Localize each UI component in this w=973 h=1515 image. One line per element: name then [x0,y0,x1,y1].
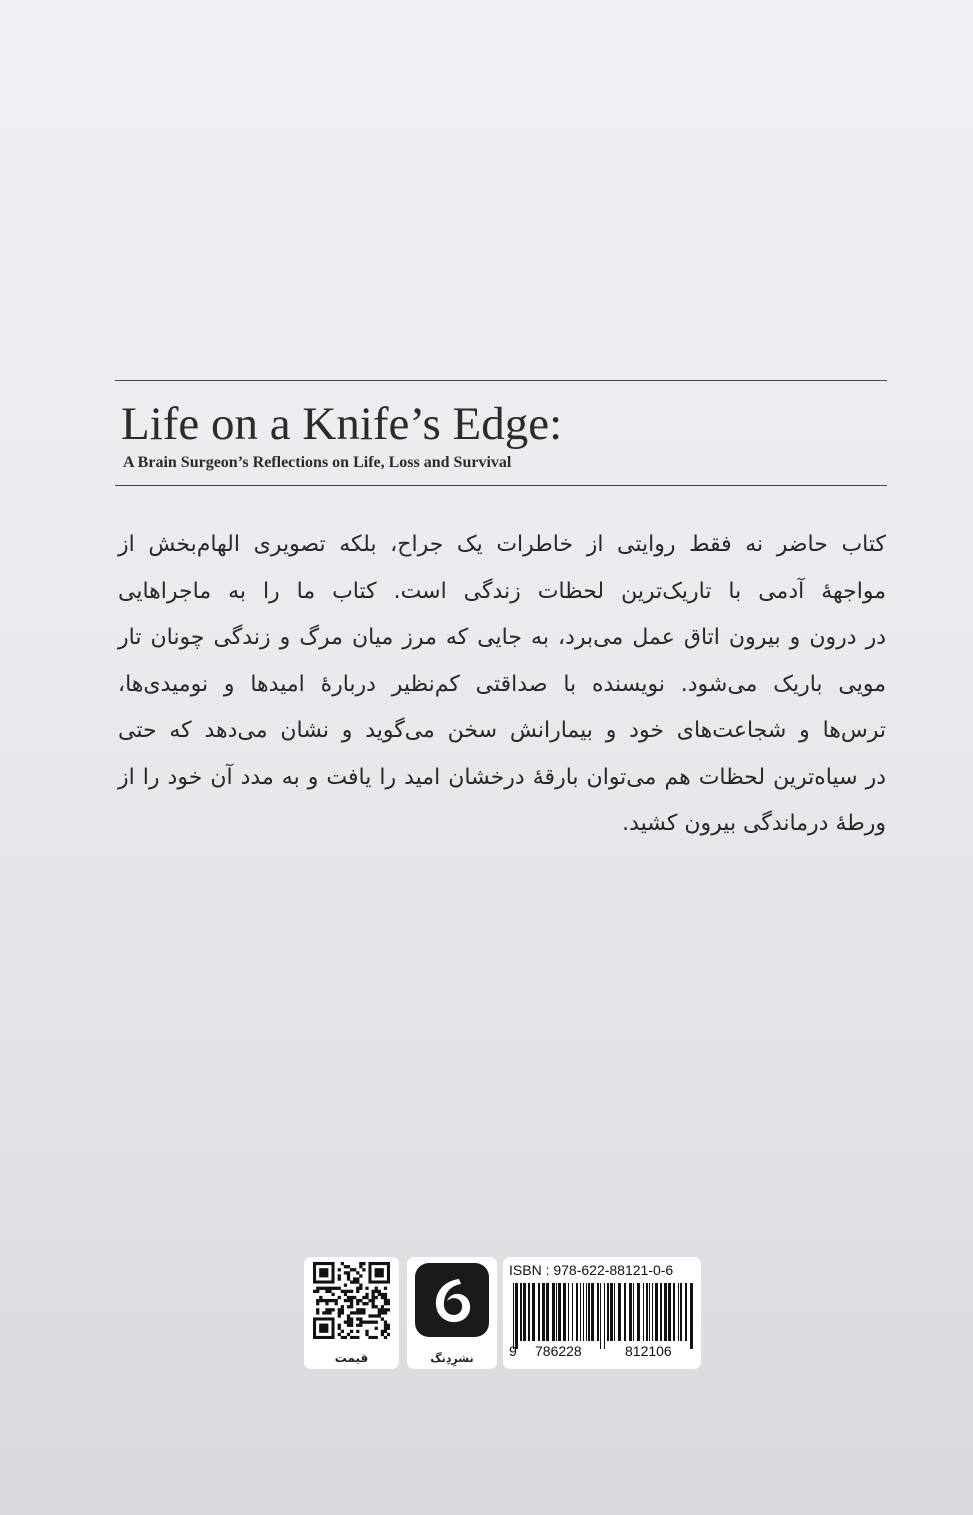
publisher-logo-icon [415,1263,489,1337]
blurb-line: در درون و بیرون اتاق عمل می‌برد، به جایی که مرز میان مرگ و زندگی چونان تار [118,625,886,650]
blurb-line: در سیاه‌ترین لحظات هم می‌توان بارقهٔ درخشان امید را یافت و به مدد آن خود را از [118,764,886,790]
isbn-label: ISBN : 978-622-88121-0-6 [509,1262,674,1278]
publisher-name: نشرِدِنگ [430,1352,474,1365]
blurb-line: مویی باریک می‌شود. نویسنده با صداقتی کم‌نظیر دربارهٔ امیدها و نومیدی‌ها، [118,671,886,697]
barcode-digit-lead: 9 [509,1343,517,1359]
rule-bottom [115,485,887,486]
book-subtitle: A Brain Surgeon’s Reflections on Life, Loss and Survival [123,454,512,471]
blurb-line: ترس‌ها و شجاعت‌های خود و بیمارانش سخن می‌گوید و نشان می‌دهد که حتی [118,718,886,743]
blurb-line: کتاب حاضر نه فقط روایتی از خاطرات یک جراح، بلکه تصویری الهام‌بخش از [118,532,886,557]
barcode-digits-left: 786228 [535,1343,582,1359]
rule-top [115,380,887,381]
barcode-icon [513,1283,693,1349]
price-label: قیمت [334,1351,369,1365]
blurb-line: ورطهٔ درماندگی بیرون کشید. [622,811,886,836]
blurb [118,522,886,848]
barcode-box [503,1257,701,1369]
blurb-line: مواجههٔ آدمی با تاریک‌ترین لحظات زندگی است. کتاب ما را به ماجراهایی [118,578,886,604]
qr-code-icon [313,1262,390,1339]
book-title: Life on a Knife’s Edge: [121,398,563,450]
barcode-digits-right: 812106 [625,1343,672,1359]
qr-code-box [304,1257,399,1369]
publisher-box [407,1257,497,1369]
